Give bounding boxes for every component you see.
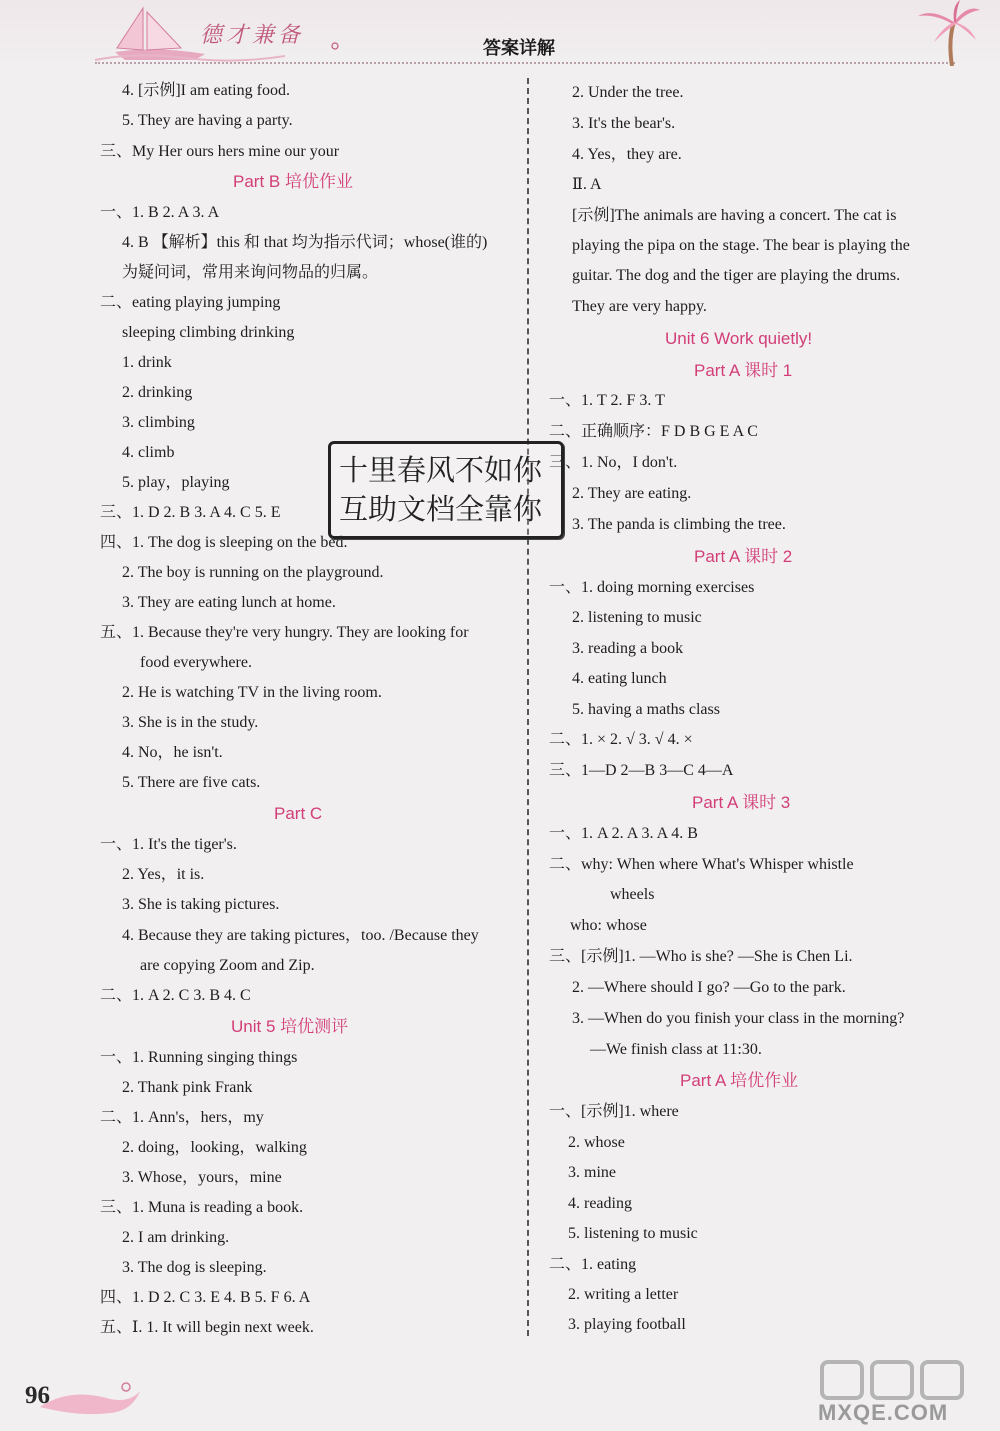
answer-line: 二、正确顺序：F D B G E A C: [549, 423, 758, 440]
handwritten-stamp: [328, 441, 564, 539]
answer-line: 3. reading a book: [572, 640, 684, 657]
answer-line: playing the pipa on the stage. The bear is playing the: [572, 237, 910, 254]
answer-line: 4. [示例]I am eating food.: [122, 82, 290, 99]
answer-line: 三、1—D 2—B 3—C 4—A: [549, 762, 734, 779]
answer-line: are copying Zoom and Zip.: [140, 957, 315, 974]
answer-line: 四、1. D 2. C 3. E 4. B 5. F 6. A: [100, 1289, 311, 1306]
answer-line: 一、1. B 2. A 3. A: [100, 204, 220, 221]
answer-line: 4. reading: [568, 1195, 632, 1212]
column-divider: [527, 78, 529, 1336]
answer-line: 二、1. eating: [549, 1256, 637, 1273]
answer-line: 2. Yes，it is.: [122, 866, 205, 883]
stamp-line-2: 互助文档全靠你: [339, 492, 543, 526]
answer-line: 2. whose: [568, 1134, 625, 1151]
answer-line: 2. He is watching TV in the living room.: [122, 684, 382, 701]
answer-line: 五、1. Because they're very hungry. They are looking for: [100, 624, 469, 641]
answer-line: 三、[示例]1. —Who is she? —She is Chen Li.: [549, 948, 853, 965]
header-divider: [95, 62, 955, 64]
answer-line: 3. She is in the study.: [122, 714, 259, 731]
answer-line: 2. Under the tree.: [572, 84, 684, 101]
answer-line: —We finish class at 11:30.: [590, 1041, 762, 1058]
answer-line: 4. climb: [122, 444, 175, 461]
answer-line: 4. Because they are taking pictures，too. /Because they: [122, 927, 479, 944]
answer-line: 2. The boy is running on the playground.: [122, 564, 384, 581]
answer-line: 2. writing a letter: [568, 1286, 679, 1303]
answer-line: 三、1. D 2. B 3. A 4. C 5. E: [100, 504, 281, 521]
answer-line: 4. B 【解析】this 和 that 均为指示代词；whose(谁的): [122, 234, 488, 251]
answer-line: 三、1. No，I don't.: [549, 454, 678, 471]
answer-line: 3. Whose，yours，mine: [122, 1169, 282, 1186]
answer-line: 3. playing football: [568, 1316, 686, 1333]
section-heading: Part A 课时 1: [694, 361, 793, 380]
answer-line: 2. drinking: [122, 384, 193, 401]
answer-line: 2. Thank pink Frank: [122, 1079, 253, 1096]
answer-line: 一、[示例]1. where: [549, 1103, 679, 1120]
answer-line: 3. The dog is sleeping.: [122, 1259, 267, 1276]
answer-line: 5. play，playing: [122, 474, 230, 491]
answer-line: wheels: [610, 886, 655, 903]
answer-line: guitar. The dog and the tiger are playing the drums.: [572, 267, 901, 284]
watermark-text: MXQE.COM: [818, 1400, 949, 1425]
answer-line: 3. It's the bear's.: [572, 115, 676, 132]
answer-line: 3. The panda is climbing the tree.: [572, 516, 786, 533]
answer-line: 五、Ⅰ. 1. It will begin next week.: [100, 1319, 314, 1336]
answer-line: [示例]The animals are having a concert. The cat is: [572, 207, 897, 224]
answer-line: 4. eating lunch: [572, 670, 667, 687]
answer-line: 2. I am drinking.: [122, 1229, 230, 1246]
answer-line: 3. She is taking pictures.: [122, 896, 280, 913]
answer-line: Ⅱ. A: [572, 176, 602, 193]
page-title: 答案详解: [483, 38, 555, 59]
answer-line: sleeping climbing drinking: [122, 324, 295, 341]
answer-line: 5. listening to music: [568, 1225, 698, 1242]
stamp-line-1: 十里春风不如你: [339, 453, 543, 487]
answer-line: who: whose: [570, 917, 647, 934]
answer-line: They are very happy.: [572, 298, 707, 315]
answer-line: 4. No，he isn't.: [122, 744, 223, 761]
section-heading: Unit 6 Work quietly!: [665, 329, 813, 348]
answer-line: 2. listening to music: [572, 609, 702, 626]
answer-line: 2. —Where should I go? —Go to the park.: [572, 979, 846, 996]
section-heading: Part A 培优作业: [680, 1071, 799, 1090]
answer-line: 二、1. × 2. √ 3. √ 4. ×: [549, 731, 693, 748]
answer-line: 3. climbing: [122, 414, 195, 431]
answer-line: 二、1. Ann's，hers，my: [100, 1109, 264, 1126]
answer-line: 三、1. Muna is reading a book.: [100, 1199, 304, 1216]
answer-line: 一、1. T 2. F 3. T: [549, 392, 665, 409]
answer-line: 1. drink: [122, 354, 172, 371]
answer-line: 一、1. A 2. A 3. A 4. B: [549, 825, 698, 842]
answer-line: 5. They are having a party.: [122, 112, 293, 129]
palm-tree-icon: [912, 0, 982, 66]
header-logo-text: 德才兼备: [200, 23, 305, 48]
section-heading: Part B 培优作业: [233, 172, 353, 191]
page-number: 96: [25, 1382, 50, 1409]
answer-line: 四、1. The dog is sleeping on the bed.: [100, 534, 348, 551]
answer-line: 一、1. Running singing things: [100, 1049, 298, 1066]
answer-line: 3. —When do you finish your class in the morning?: [572, 1010, 905, 1027]
answer-line: 2. They are eating.: [572, 485, 692, 502]
answer-line: 4. Yes，they are.: [572, 146, 682, 163]
answer-line: 一、1. It's the tiger's.: [100, 836, 237, 853]
answer-line: 二、eating playing jumping: [100, 294, 281, 311]
answer-line: 二、1. A 2. C 3. B 4. C: [100, 987, 251, 1004]
answer-line: 5. There are five cats.: [122, 774, 261, 791]
answer-line: 3. mine: [568, 1164, 616, 1181]
section-heading: Part A 课时 2: [694, 547, 793, 566]
answer-line: 3. They are eating lunch at home.: [122, 594, 336, 611]
answer-line: 5. having a maths class: [572, 701, 720, 718]
section-heading: Part C: [274, 804, 323, 823]
answer-line: 二、why: When where What's Whisper whistle: [549, 856, 854, 873]
answer-line: 三、My Her ours hers mine our your: [100, 143, 340, 160]
answer-line: 为疑问词，常用来询问物品的归属。: [122, 264, 379, 281]
answer-line: food everywhere.: [140, 654, 252, 671]
answer-line: 2. doing，looking，walking: [122, 1139, 307, 1156]
page-number-decoration-icon: [40, 1377, 140, 1417]
section-heading: Part A 课时 3: [692, 793, 791, 812]
answer-line: 一、1. doing morning exercises: [549, 579, 755, 596]
section-heading: Unit 5 培优测评: [231, 1017, 349, 1036]
